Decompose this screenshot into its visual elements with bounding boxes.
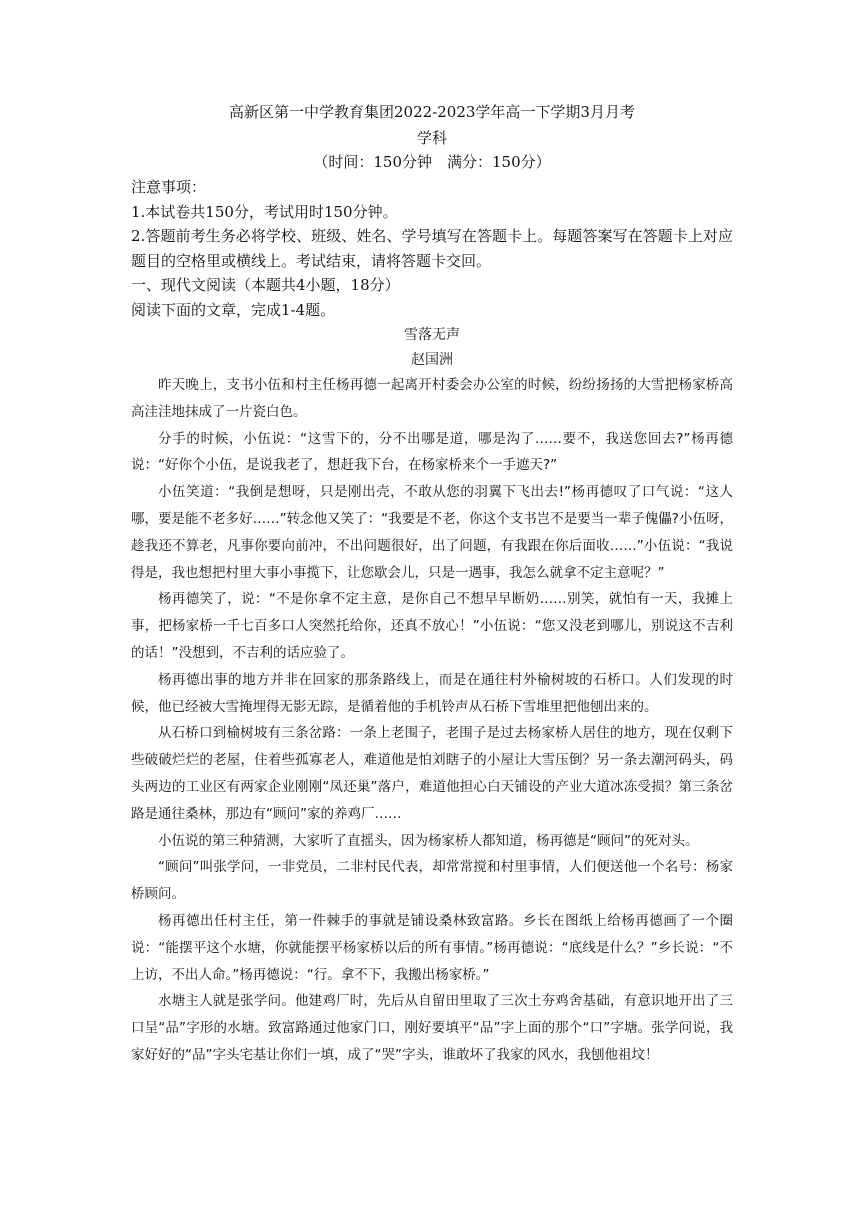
section-heading: 一、现代文阅读（本题共4小题，18分） [131, 276, 400, 294]
exam-time-info: （时间：150分钟 满分：150分） [313, 153, 551, 171]
article-paragraph: 杨再德出事的地方并非在回家的那条路线上，而是在通往村外榆树坡的石桥口。人们发现的时候，他已经被大雪掩埋得无影无踪，是循着他的手机铃声从石桥下雪堆里把他刨出来的。 [131, 671, 733, 715]
article-paragraph: 小伍笑道：“我倒是想呀，只是刚出壳，不敢从您的羽翼下飞出去!”杨再德叹了口气说：“这人哪，要是能不老多好……”转念他又笑了：“我要是不老，你这个支书岂不是要当一辈子傀儡?小伍呀，趁我还不算老，凡事你要向前冲，不出问题很好，出了问题，有我跟在你后面收……”小伍说：“我说得是，我也想把村里大事小事揽下，让您歇会儿，只是一遇事，我怎么就拿不定主意呢？” [131, 484, 733, 581]
article-paragraph: 分手的时候，小伍说：“这雪下的，分不出哪是道，哪是沟了……要不，我送您回去?”杨再德说：“好你个小伍，是说我老了，想赶我下台，在杨家桥来个一手遮天?” [131, 430, 733, 474]
notes-section [131, 175, 733, 322]
exam-body [131, 175, 733, 1069]
article-body [131, 372, 733, 1069]
notes-heading: 注意事项： [131, 178, 207, 196]
article-paragraph: 杨再德笑了，说：“不是你拿不定主意，是你自己不想早早断奶……别笑，就怕有一天，我摊上事，把杨家桥一千七百多口人突然托给你，还真不放心！”小伍说：“您又没老到哪儿，别说这不吉利的话！”没想到，不吉利的话应验了。 [131, 591, 733, 661]
note-item: 1.本试卷共150分，考试用时150分钟。 [131, 202, 398, 221]
article-title: 雪落无声 [404, 327, 460, 343]
section-instruction: 阅读下面的文章，完成1-4题。 [131, 300, 336, 319]
article-paragraph: 昨天晚上，支书小伍和村主任杨再德一起离开村委会办公室的时候，纷纷扬扬的大雪把杨家桥高高洼洼地抹成了一片瓷白色。 [131, 377, 733, 420]
exam-subject: 学科 [416, 129, 447, 147]
article-paragraph: “顾问”叫张学问，一非党员，二非村民代表，却常常搅和村里事情，人们便送他一个名号：杨家桥顾问。 [131, 859, 733, 903]
article-paragraph: 从石桥口到榆树坡有三条岔路：一条上老围子，老围子是过去杨家桥人居住的地方，现在仅剩下些破破烂烂的老屋，住着些孤寡老人，难道他是怕刘瞎子的小屋让大雪压倒？另一条去潮河码头，码头两边的工业区有两家企业刚刚“凤还巢”落户，难道他担心白天铺设的产业大道冰冻受损？第三条岔路是通往桑林，那边有“顾问”家的养鸡厂…… [131, 725, 733, 822]
note-item: 2.答题前考生务必将学校、班级、姓名、学号填写在答题卡上。每题答案写在答题卡上对应题目的空格里或横线上。考试结束，请将答题卡交回。 [131, 227, 733, 270]
article-paragraph: 杨再德出任村主任，第一件棘手的事就是铺设桑林致富路。乡长在图纸上给杨再德画了一个圈说：“能摆平这个水塘，你就能摆平杨家桥以后的所有事情。”杨再德说：“底线是什么？”乡长说：“不上访，不出人命。”杨再德说：“行。拿不下，我搬出杨家桥。” [131, 912, 733, 983]
exam-title: 高新区第一中学教育集团2022-2023学年高一下学期3月月考 [229, 103, 635, 121]
article-paragraph: 小伍说的第三种猜测，大家听了直摇头，因为杨家桥人都知道，杨再德是“顾问”的死对头。 [158, 832, 699, 849]
article-author: 赵国洲 [411, 352, 453, 368]
article-paragraph: 水塘主人就是张学问。他建鸡厂时，先后从自留田里取了三次土夯鸡舍基础，有意识地开出了三口呈“品”字形的水塘。致富路通过他家门口，刚好要填平“品”字上面的那个“口”字塘。张学问说，我家好好的“品”字头宅基让你们一填，成了“哭”字头，谁敢坏了我家的风水，我刨他祖坟！ [131, 993, 733, 1063]
